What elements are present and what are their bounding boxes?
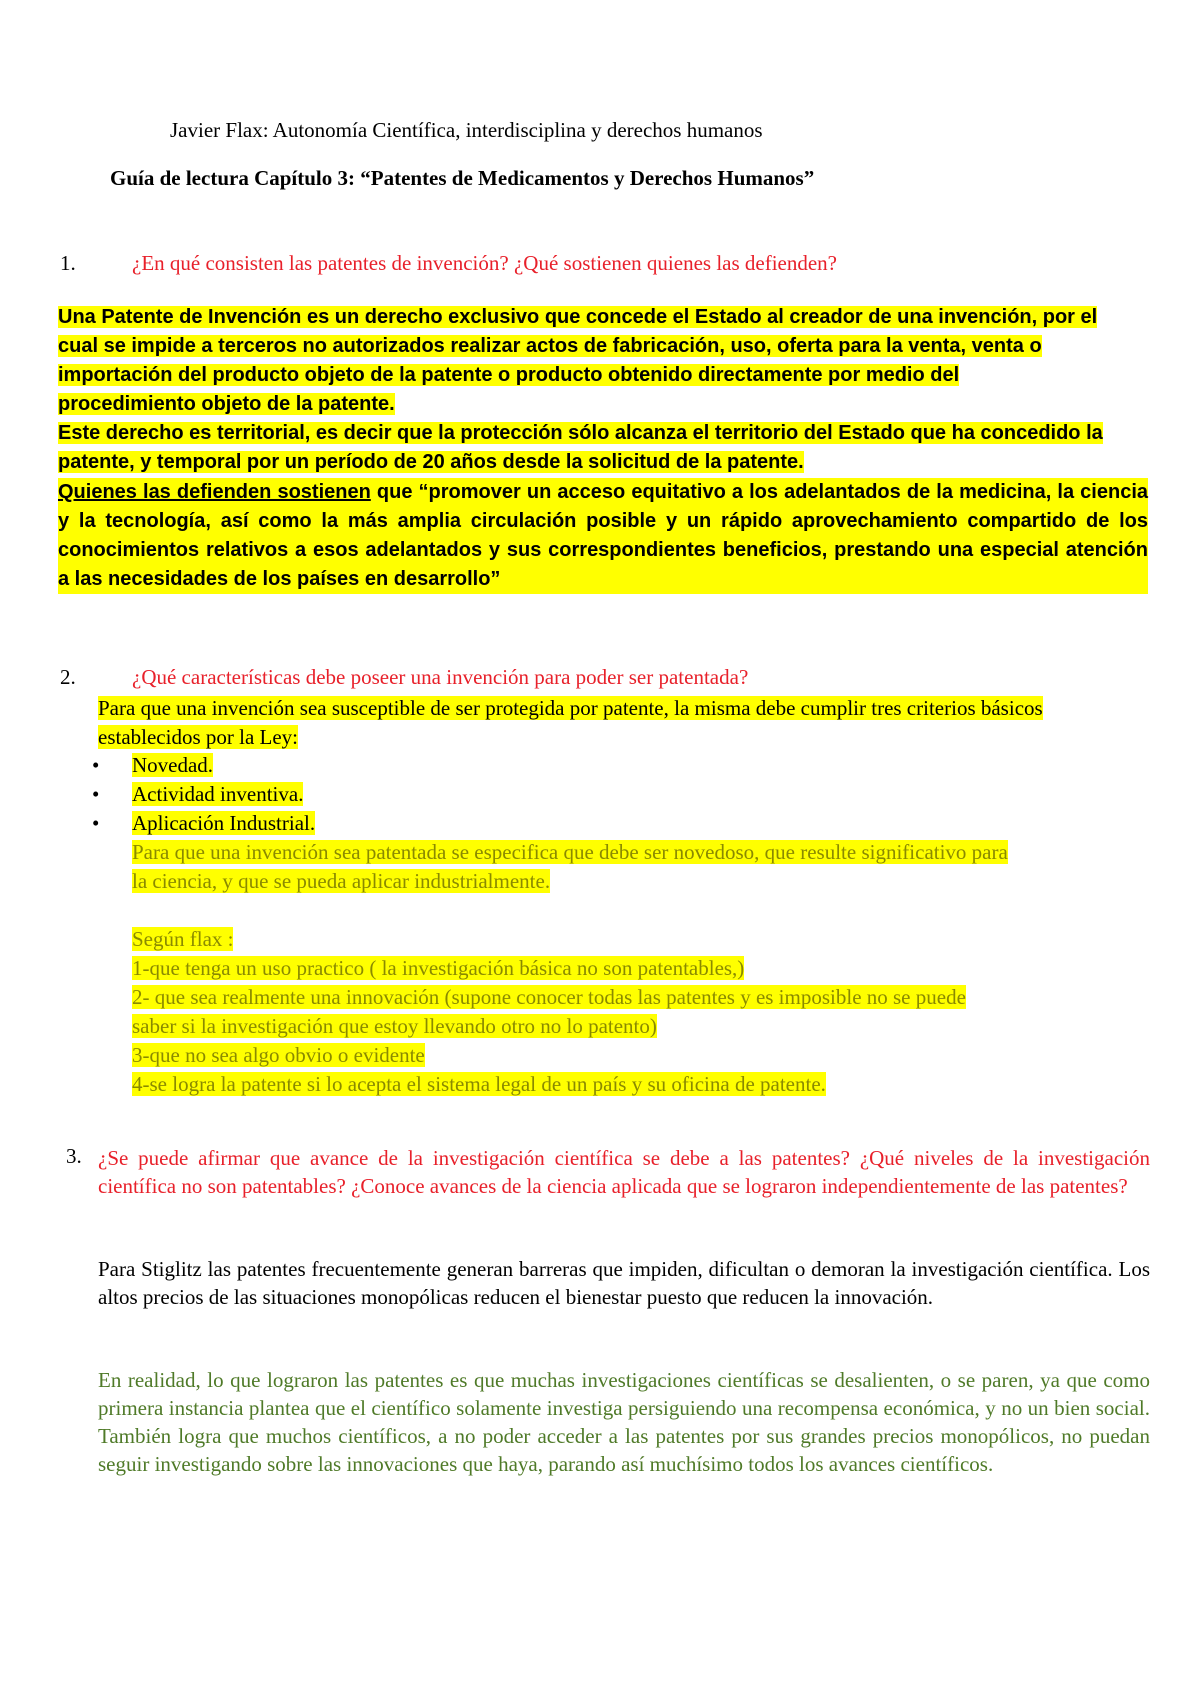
bullet-icon: • xyxy=(92,782,100,806)
answer-2-intro: Para que una invención sea susceptible de ser protegida por patente, la misma debe cumplir tres criterios básicos establecidos por la Ley: xyxy=(98,696,1043,749)
question-number: 3. xyxy=(66,1144,82,1168)
list-item: • Actividad inventiva. xyxy=(92,780,315,809)
question-number: 2. xyxy=(60,665,76,689)
criteria-list xyxy=(92,751,315,838)
answer-2-notes: Para que una invención sea patentada se especifica que debe ser novedoso, que resulte significativo para la ciencia, y que se pueda aplicar industrialmente. Según flax : 1-que tenga un uso practico ( la investigación básica no son patentables,) 2- que sea realmente una innovación (supone conocer todas las patentes y es imposible no se puede saber si la investigación que estoy llevando otro no lo patento) 3-que no sea algo obvio o evidente 4-se logra la patente si lo acepta el sistema legal de un país y su oficina de patente. xyxy=(132,840,1008,1096)
question-1: ¿En qué consisten las patentes de invención? ¿Qué sostienen quienes las defienden? xyxy=(132,251,838,275)
document-subtitle: Guía de lectura Capítulo 3: “Patentes de Medicamentos y Derechos Humanos” xyxy=(110,166,815,190)
bullet-icon: • xyxy=(92,753,100,777)
answer-1-line: importación del producto objeto de la patente o producto obtenido directamente por medio del xyxy=(58,364,960,386)
bullet-icon: • xyxy=(92,811,100,835)
question-3: ¿Se puede afirmar que avance de la investigación científica se debe a las patentes? ¿Qué niveles de la investigación científica no son patentables? ¿Conoce avances de la ciencia aplicada que se lograron independientemente de las patentes? xyxy=(98,1146,1150,1198)
answer-1-line: patente, y temporal por un período de 20 años desde la solicitud de la patente. xyxy=(58,451,804,473)
answer-1-block xyxy=(58,303,1103,477)
question-number: 1. xyxy=(60,251,76,275)
answer-1-line: Una Patente de Invención es un derecho exclusivo que concede el Estado al creador de una invención, por el xyxy=(58,306,1098,328)
answer-3-paragraph-1: Para Stiglitz las patentes frecuentemente generan barreras que impiden, dificultan o demoran la investigación científica. Los altos precios de las situaciones monopólicas reducen el bienestar puesto que reducen la innovación. xyxy=(98,1257,1150,1309)
answer-3-paragraph-2: En realidad, lo que lograron las patentes es que muchas investigaciones científicas se desalienten, o se paren, ya que como primera instancia plantea que el científico solamente investiga persiguiendo una recompensa económica, y no un bien social. También logra que muchos científicos, a no poder acceder a las patentes por sus grandes precios monopólicos, no puedan seguir investigando sobre las innovaciones que haya, parando así muchísimo todos los avances científicos. xyxy=(98,1368,1150,1476)
list-item: • Novedad. xyxy=(92,751,315,780)
answer-1-quote xyxy=(58,478,1148,594)
list-item: • Aplicación Industrial. xyxy=(92,809,315,838)
document-author-title: Javier Flax: Autonomía Científica, interdisciplina y derechos humanos xyxy=(170,118,763,142)
answer-1-quote-text: que “promover un acceso equitativo a los adelantados de la medicina, la ciencia y la tecnología, así como la más amplia circulación posible y un rápido aprovechamiento compartido de los conocimientos relativos a esos adelantados y sus correspondientes beneficios, prestando una especial atención a las necesidades de los países en desarrollo” xyxy=(58,481,1149,590)
answer-1-quote-lead: Quienes las defienden sostienen xyxy=(58,481,371,503)
answer-1-line: cual se impide a terceros no autorizados realizar actos de fabricación, uso, oferta para la venta, venta o xyxy=(58,335,1042,357)
answer-1-line: procedimiento objeto de la patente. xyxy=(58,393,395,415)
question-2: ¿Qué características debe poseer una invención para poder ser patentada? xyxy=(132,665,749,689)
answer-1-line: Este derecho es territorial, es decir que la protección sólo alcanza el territorio del Estado que ha concedido la xyxy=(58,422,1103,444)
